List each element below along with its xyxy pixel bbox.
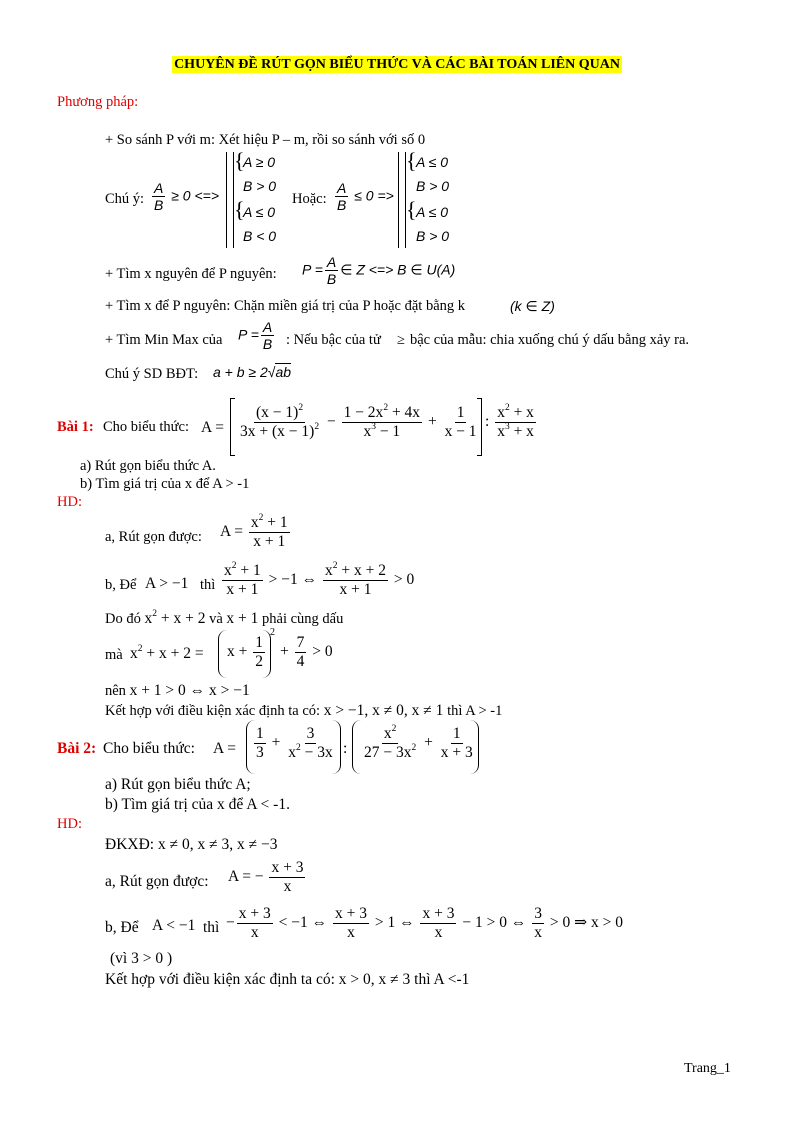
bai2-expr-right: $\frac{x^2}{27 - 3x^2}$ + $\frac{1}{x + 3}$ xyxy=(364,724,473,761)
bai1-step-a-text: a, Rút gọn được: xyxy=(105,529,202,545)
bai1-step-b-text: b, Để xyxy=(105,577,137,593)
method-inequality-text: Chú ý SD BĐT: xyxy=(105,366,199,382)
bai1-step-square-lhs: $x^2 + x + 2$ = xyxy=(130,644,204,662)
page-title: CHUYÊN ĐỀ RÚT GỌN BIỂU THỨC VÀ CÁC BÀI TOÁN LIÊN QUAN xyxy=(174,57,620,72)
am-gm-formula: a + b ≥ 2√ab xyxy=(213,364,292,380)
bai2-step-a-math: A = − $\frac{x + 3}{x}$ xyxy=(228,859,304,895)
bai1-step-b-math: $\frac{x^2 + 1}{x + 1}$ > −1 ⇔ $\frac{x^2 + x + 2}{x + 1}$ > 0 xyxy=(224,561,415,598)
method-minmax-text-3: bậc của mẫu: chia xuống chú ý dấu bằng xảy ra. xyxy=(410,332,690,348)
bai1-step-conclude: nên x + 1 > 0 ⇔ x > −1 xyxy=(105,682,250,699)
bai1-step-final: Kết hợp với điều kiện xác định ta có: x > −1, x ≠ 0, x ≠ 1 thì A > -1 xyxy=(105,702,503,719)
page-number: Trang_1 xyxy=(684,1061,731,1076)
bai2-hd: HD: xyxy=(57,816,82,832)
bai1-step-square-rest: + $\frac{7}{4}$ > 0 xyxy=(280,634,333,670)
bai1-hd: HD: xyxy=(57,494,82,510)
bai2-label: Bài 2: xyxy=(57,740,97,757)
bai2-paren1-right xyxy=(332,720,341,774)
case-right-4: B > 0 xyxy=(416,228,450,244)
bai1-intro: Cho biểu thức: xyxy=(103,419,189,435)
bai2-question-a: a) Rút gọn biểu thức A; xyxy=(105,776,251,793)
bai1-step-a-math: A = $\frac{x^2 + 1}{x + 1}$ xyxy=(220,513,288,550)
case-bracket-left xyxy=(226,152,234,248)
bai2-expr-left: $\frac{1}{3}$ + $\frac{3}{x^2 - 3x}$ xyxy=(256,725,333,761)
bai1-right-bracket xyxy=(477,398,482,456)
bai1-step-square-text: mà xyxy=(105,647,123,663)
bai1-step-b-cond: A > −1 xyxy=(145,575,189,592)
method-heading: Phương pháp: xyxy=(57,94,139,110)
bai2-step-b-math: − $\frac{x + 3}{x}$ < −1 ⇔ $\frac{x + 3}{x}$ > 1 ⇔ $\frac{x + 3}{x}$ − 1 > 0 ⇔ $\frac{3}{x}$ > 0 ⇒ x > 0 xyxy=(226,905,623,941)
bai2-step-b-cond: A < −1 xyxy=(152,917,196,934)
bai2-colon: : xyxy=(343,740,348,757)
bai1-divisor: : $\frac{x^2 + x}{x^3 + x}$ xyxy=(485,403,534,440)
note-fraction-left: $\frac{A}{B}$ ≥ 0 <=> xyxy=(154,180,220,214)
case-left-1: A ≥ 0 xyxy=(243,154,276,170)
bai1-expression: $\frac{(x - 1)^2}{3x + (x - 1)^2}$ − $\frac{1 - 2x^2 + 4x}{x^3 - 1}$ + $\frac{1}{x - 1}$ xyxy=(240,403,477,440)
case-right-3: A ≤ 0 xyxy=(416,204,449,220)
or-label: Hoặc: xyxy=(292,191,327,207)
bai1-question-b: b) Tìm giá trị của x để A > -1 xyxy=(80,476,250,492)
bai2-step-final: Kết hợp với điều kiện xác định ta có: x > 0, x ≠ 3 thì A <-1 xyxy=(105,971,470,988)
bai2-domain: ĐKXĐ: x ≠ 0, x ≠ 3, x ≠ −3 xyxy=(105,836,278,853)
geq-symbol: ≥ xyxy=(397,332,405,348)
note-fraction-right: $\frac{A}{B}$ ≤ 0 => xyxy=(337,180,394,214)
bai1-square-exp: 2 xyxy=(270,627,275,638)
case-left-2: B > 0 xyxy=(243,178,277,194)
bai1-step-square-inner: x + $\frac{1}{2}$ xyxy=(227,634,263,670)
method-range-text: + Tìm x để P nguyên: Chặn miền giá trị của P hoặc đặt bằng k xyxy=(105,298,466,314)
bai2-step-b-thi: thì xyxy=(203,919,220,936)
bai1-label: Bài 1: xyxy=(57,419,94,435)
note-label: Chú ý: xyxy=(105,191,145,207)
bai2-step-b-text: b, Để xyxy=(105,919,139,936)
bai2-step-a-text: a, Rút gọn được: xyxy=(105,873,209,890)
case-right-2: B > 0 xyxy=(416,178,450,194)
method-minmax-text: + Tìm Min Max của xyxy=(105,332,223,348)
method-minmax-formula: P = $\frac{A}{B}$ xyxy=(238,319,273,353)
case-right-1: A ≤ 0 xyxy=(416,154,449,170)
bai1-step-sign: Do đó $x^2 + x + 2$ và x + 1 phải cùng dấu xyxy=(105,609,344,627)
bai1-A-eq: A = xyxy=(201,419,224,436)
bai2-question-b: b) Tìm giá trị của x để A < -1. xyxy=(105,796,290,813)
case-bracket-right xyxy=(398,152,406,248)
case-left-4: B < 0 xyxy=(243,228,277,244)
method-range-math: (k ∈ Z) xyxy=(510,298,555,314)
method-line-compare: + So sánh P với m: Xét hiệu P – m, rồi so sánh với số 0 xyxy=(105,132,426,148)
method-integer-text: + Tìm x nguyên để P nguyên: xyxy=(105,266,277,282)
method-minmax-text-2: : Nếu bậc của tử xyxy=(286,332,381,348)
bai2-paren2-right xyxy=(470,720,479,774)
bai1-step-b-thi: thì xyxy=(200,577,216,593)
bai2-step-note: (vì 3 > 0 ) xyxy=(110,950,173,967)
method-integer-formula: P = $\frac{A}{B}$ ∈ Z <=> B ∈ U(A) xyxy=(302,254,456,288)
bai1-question-a: a) Rút gọn biểu thức A. xyxy=(80,458,216,474)
case-left-3: A ≤ 0 xyxy=(243,204,276,220)
bai2-intro: Cho biểu thức: xyxy=(103,740,195,757)
bai1-left-bracket xyxy=(230,398,235,456)
bai2-A-eq: A = xyxy=(213,740,236,757)
bai1-paren-left xyxy=(218,630,227,678)
